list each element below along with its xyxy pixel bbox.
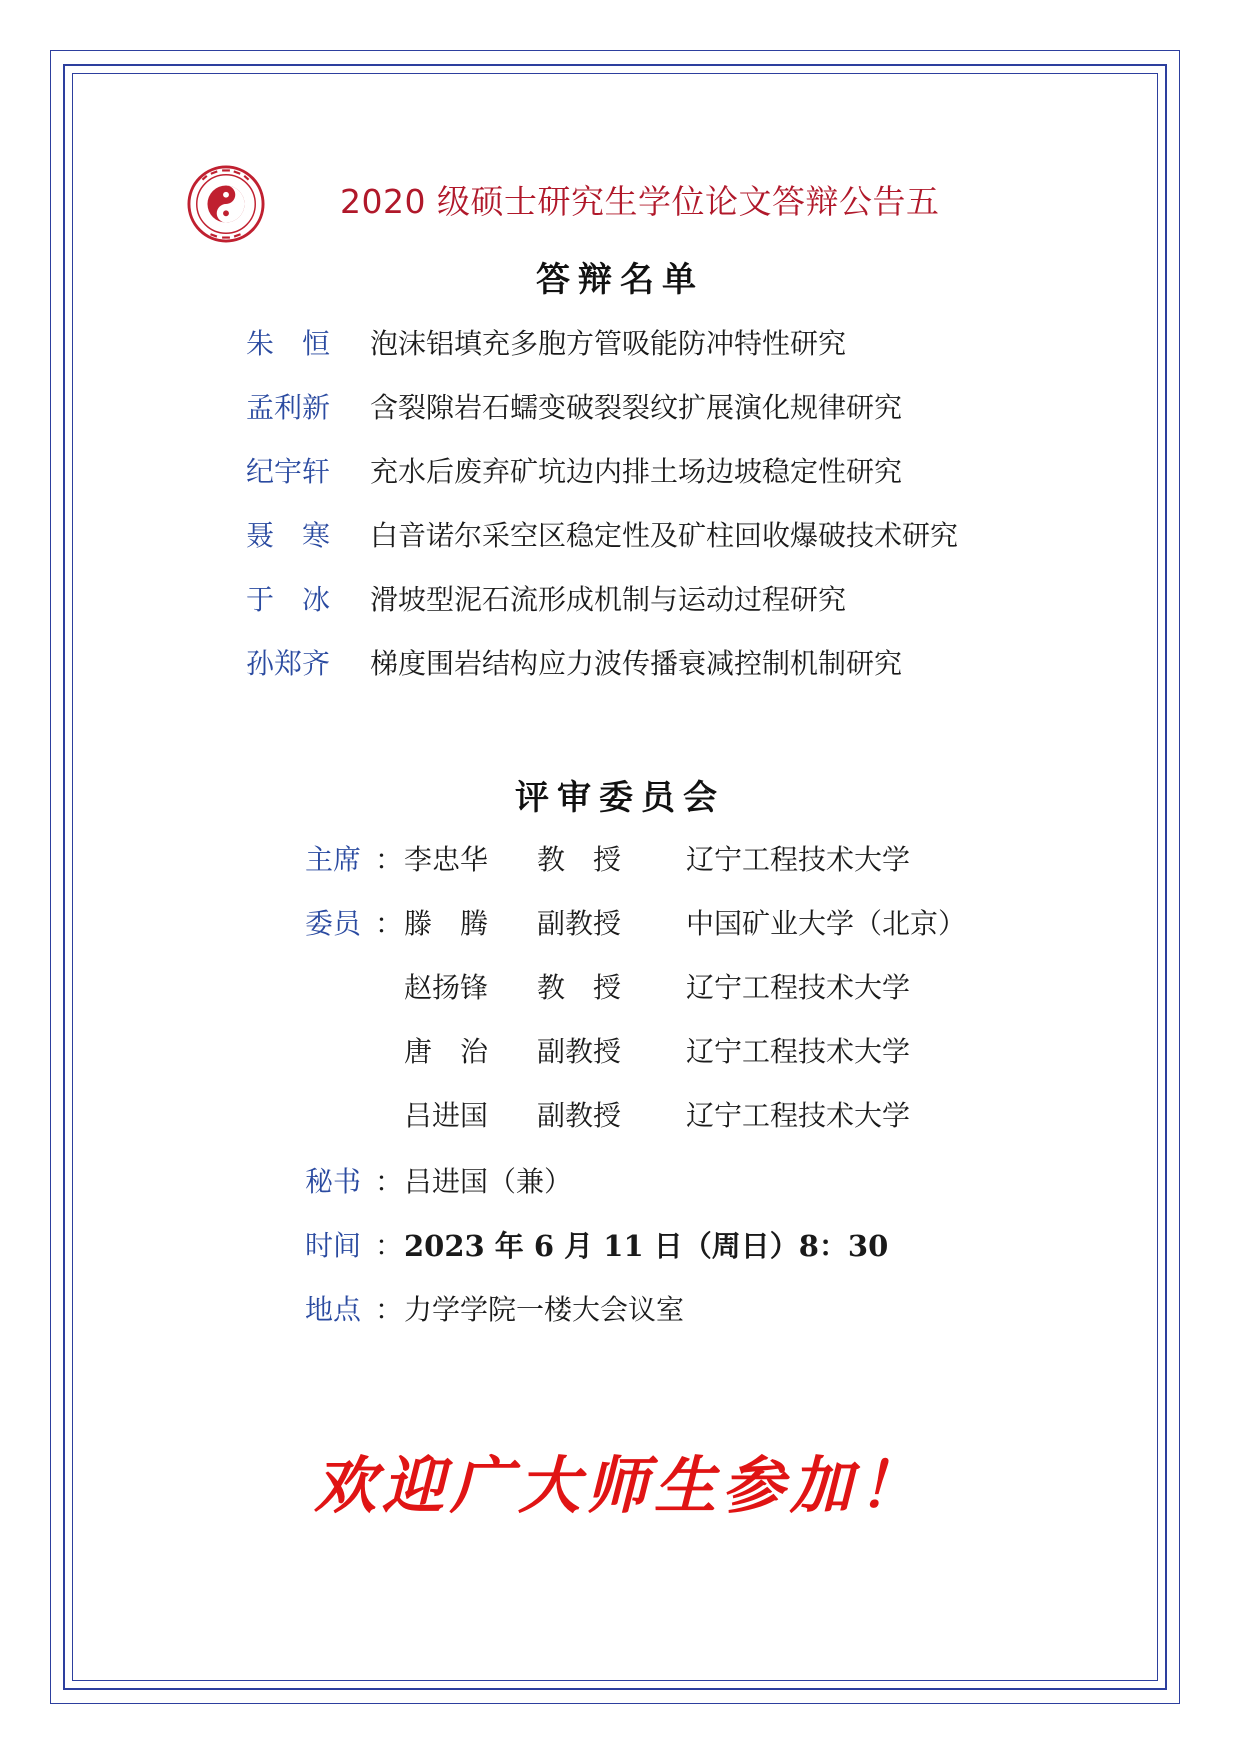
student-name: 孟利新 [246, 391, 331, 424]
student-name: 纪宇轩 [246, 455, 331, 488]
chair-label: 主席 [305, 843, 362, 876]
student-name: 朱 恒 [246, 327, 331, 360]
committee-rank: 副教授 [537, 1035, 622, 1068]
secretary-label: 秘书 [305, 1165, 362, 1198]
student-name: 于 冰 [246, 583, 331, 616]
committee-person: 李忠华 [404, 843, 489, 876]
committee-rank: 副教授 [537, 907, 622, 940]
committee-person: 吕进国 [404, 1099, 489, 1132]
thesis-topic: 充水后废弃矿坑边内排土场边坡稳定性研究 [370, 455, 903, 488]
thesis-topic: 含裂隙岩石蠕变破裂裂纹扩展演化规律研究 [370, 391, 903, 424]
thesis-topic: 泡沫铝填充多胞方管吸能防冲特性研究 [370, 327, 847, 360]
committee-unit: 辽宁工程技术大学 [686, 1035, 911, 1068]
colon: ： [375, 1229, 404, 1262]
colon: ： [375, 907, 404, 940]
colon: ： [375, 1293, 404, 1326]
committee-unit: 辽宁工程技术大学 [686, 843, 911, 876]
time-label: 时间 [305, 1229, 362, 1262]
page-title: 2020 级硕士研究生学位论文答辩公告五 [340, 182, 940, 221]
committee-rank: 教 授 [537, 971, 622, 1004]
defense-time: 2023 年 6 月 11 日（周日）8：30 [404, 1229, 889, 1263]
committee-person: 滕 腾 [404, 907, 489, 940]
committee-unit: 辽宁工程技术大学 [686, 1099, 911, 1132]
thesis-topic: 滑坡型泥石流形成机制与运动过程研究 [370, 583, 847, 616]
committee-rank: 副教授 [537, 1099, 622, 1132]
colon: ： [375, 1165, 404, 1198]
thesis-topic: 梯度围岩结构应力波传播衰减控制机制研究 [370, 647, 903, 680]
secretary-name: 吕进国（兼） [404, 1165, 573, 1198]
thesis-topic: 白音诺尔采空区稳定性及矿柱回收爆破技术研究 [370, 519, 959, 552]
committee-person: 赵扬锋 [404, 971, 489, 1004]
committee-heading: 评审委员会 [515, 778, 725, 818]
committee-unit: 中国矿业大学（北京） [686, 907, 967, 940]
colon: ： [375, 843, 404, 876]
student-name: 聂 寒 [246, 519, 331, 552]
committee-unit: 辽宁工程技术大学 [686, 971, 911, 1004]
university-logo [187, 165, 265, 243]
committee-rank: 教 授 [537, 843, 622, 876]
welcome-banner: 欢迎广大师生参加！ [313, 1449, 926, 1522]
place-label: 地点 [305, 1293, 362, 1326]
student-name: 孙郑齐 [246, 647, 331, 680]
committee-person: 唐 治 [404, 1035, 489, 1068]
members-label: 委员 [305, 907, 362, 940]
defense-list-heading: 答辩名单 [536, 260, 704, 300]
defense-place: 力学学院一楼大会议室 [404, 1293, 685, 1326]
